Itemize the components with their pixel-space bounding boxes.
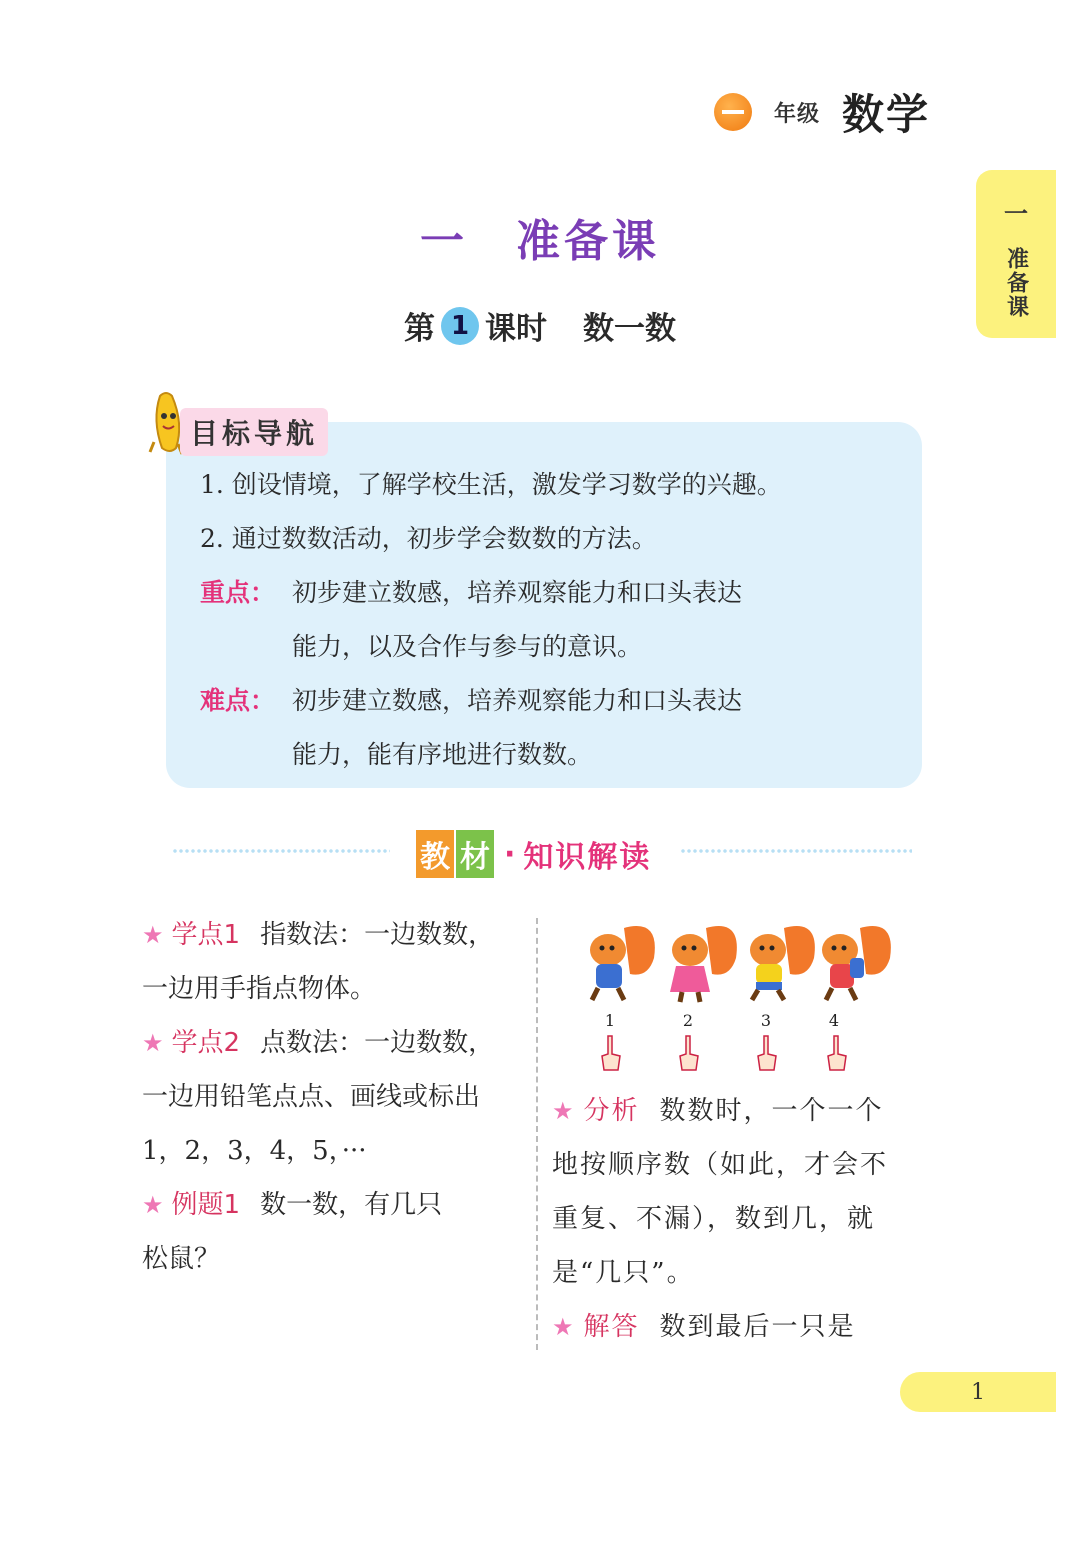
- lesson-title: [0, 303, 1080, 348]
- analysis-line: [552, 1084, 932, 1138]
- point2-line: [142, 1016, 526, 1070]
- lesson-suffix: 课时: [485, 311, 547, 347]
- squirrel-label-3: 3: [760, 1011, 772, 1030]
- section-box-2: 材: [456, 830, 494, 878]
- star-icon: ★: [142, 1191, 164, 1219]
- point2-cont-2: 1，2，3，4，5，···: [142, 1136, 367, 1166]
- squirrel-label-2: 2: [682, 1011, 694, 1030]
- example-heading: [142, 1178, 240, 1232]
- squirrel-icon: [750, 926, 815, 1000]
- point1-line: [142, 908, 526, 962]
- side-tab-unit-name: 准备课: [1003, 247, 1029, 319]
- analysis-cont-2: 重复、不漏），数到几，就: [552, 1204, 876, 1234]
- section-title: [416, 830, 651, 878]
- pointing-finger-icon: [602, 1036, 620, 1070]
- grade-label: 年级: [773, 101, 820, 127]
- analysis-cont-3: 是“几只”。: [552, 1258, 695, 1288]
- pointing-finger-icon: [680, 1036, 698, 1070]
- example-line: [142, 1178, 526, 1232]
- page-number: 1: [900, 1372, 1056, 1412]
- point2-text: 点数法：一边数数，: [260, 1028, 495, 1058]
- analysis-label: 分析: [583, 1096, 640, 1126]
- section-dot: ·: [504, 836, 516, 872]
- lesson-name: 数一数: [583, 311, 676, 347]
- difficulty-label: 难点：: [200, 686, 276, 715]
- answer-label: 解答: [583, 1312, 640, 1342]
- analysis-heading: [552, 1084, 640, 1138]
- divider-line-left: [172, 848, 390, 854]
- example-label: 例题1: [171, 1190, 241, 1220]
- analysis-text: 数数时，一个一个: [659, 1096, 884, 1126]
- point1-heading: [142, 908, 240, 962]
- difficulty-cont: 能力，能有序地进行数数。: [292, 740, 593, 769]
- goal-item-1: 1. 创设情境，了解学校生活，激发学习数学的兴趣。: [200, 470, 782, 499]
- difficulty-row: [200, 674, 900, 728]
- analysis-cont-1: 地按顺序数（如此，才会不: [552, 1150, 889, 1180]
- goal-item-2: 2. 通过数数活动，初步学会数数的方法。: [200, 524, 657, 553]
- page-header: [714, 82, 930, 142]
- star-icon: ★: [142, 921, 164, 949]
- point1-text: 指数法：一边数数，: [260, 920, 495, 950]
- difficulty-text: 初步建立数感，培养观察能力和口头表达: [292, 686, 743, 715]
- subject-title: 数学: [841, 90, 930, 139]
- key-point-row: [200, 566, 900, 620]
- point1-cont: 一边用手指点物体。: [142, 974, 377, 1004]
- section-box-1: 教: [416, 830, 454, 878]
- key-point-text: 初步建立数感，培养观察能力和口头表达: [292, 578, 743, 607]
- column-divider: [536, 918, 538, 1350]
- star-icon: ★: [142, 1029, 164, 1057]
- pointing-finger-icon: [758, 1036, 776, 1070]
- right-column: [552, 1084, 932, 1354]
- section-title-text: 知识解读: [523, 840, 652, 875]
- lesson-number-badge: 1: [441, 307, 479, 345]
- squirrel-icon: [822, 926, 891, 1000]
- point1-label: 学点1: [171, 920, 241, 950]
- answer-text: 数到最后一只是: [659, 1312, 856, 1342]
- star-icon: ★: [552, 1097, 576, 1125]
- squirrel-icon: [590, 926, 655, 1000]
- section-divider: [0, 826, 1080, 876]
- left-column: [142, 908, 526, 1286]
- goals-label: 目标导航: [180, 408, 328, 456]
- point2-cont-1: 一边用铅笔点点、画线或标出: [142, 1082, 481, 1112]
- squirrel-icon: [670, 926, 737, 1002]
- unit-title-name: 准备课: [516, 216, 660, 267]
- squirrel-label-1: 1: [604, 1011, 616, 1030]
- example-cont: 松鼠？: [142, 1244, 221, 1274]
- squirrel-label-4: 4: [828, 1011, 840, 1030]
- divider-line-right: [680, 848, 912, 854]
- point2-heading: [142, 1016, 240, 1070]
- answer-line: [552, 1300, 932, 1354]
- lesson-prefix: 第: [404, 311, 435, 347]
- example-text: 数一数，有几只: [260, 1190, 443, 1220]
- key-point-label: 重点：: [200, 578, 276, 607]
- side-tab-unit-num: 一: [1004, 200, 1028, 228]
- answer-heading: [552, 1300, 640, 1354]
- point2-label: 学点2: [171, 1028, 241, 1058]
- grade-circle-icon: [714, 93, 752, 131]
- pointing-finger-icon: [828, 1036, 846, 1070]
- unit-title: [0, 205, 1080, 269]
- goals-content: [200, 458, 900, 782]
- squirrels-illustration: [580, 918, 910, 1078]
- star-icon: ★: [552, 1313, 576, 1341]
- key-point-cont: 能力，以及合作与参与的意识。: [292, 632, 643, 661]
- unit-title-num: 一: [420, 216, 468, 267]
